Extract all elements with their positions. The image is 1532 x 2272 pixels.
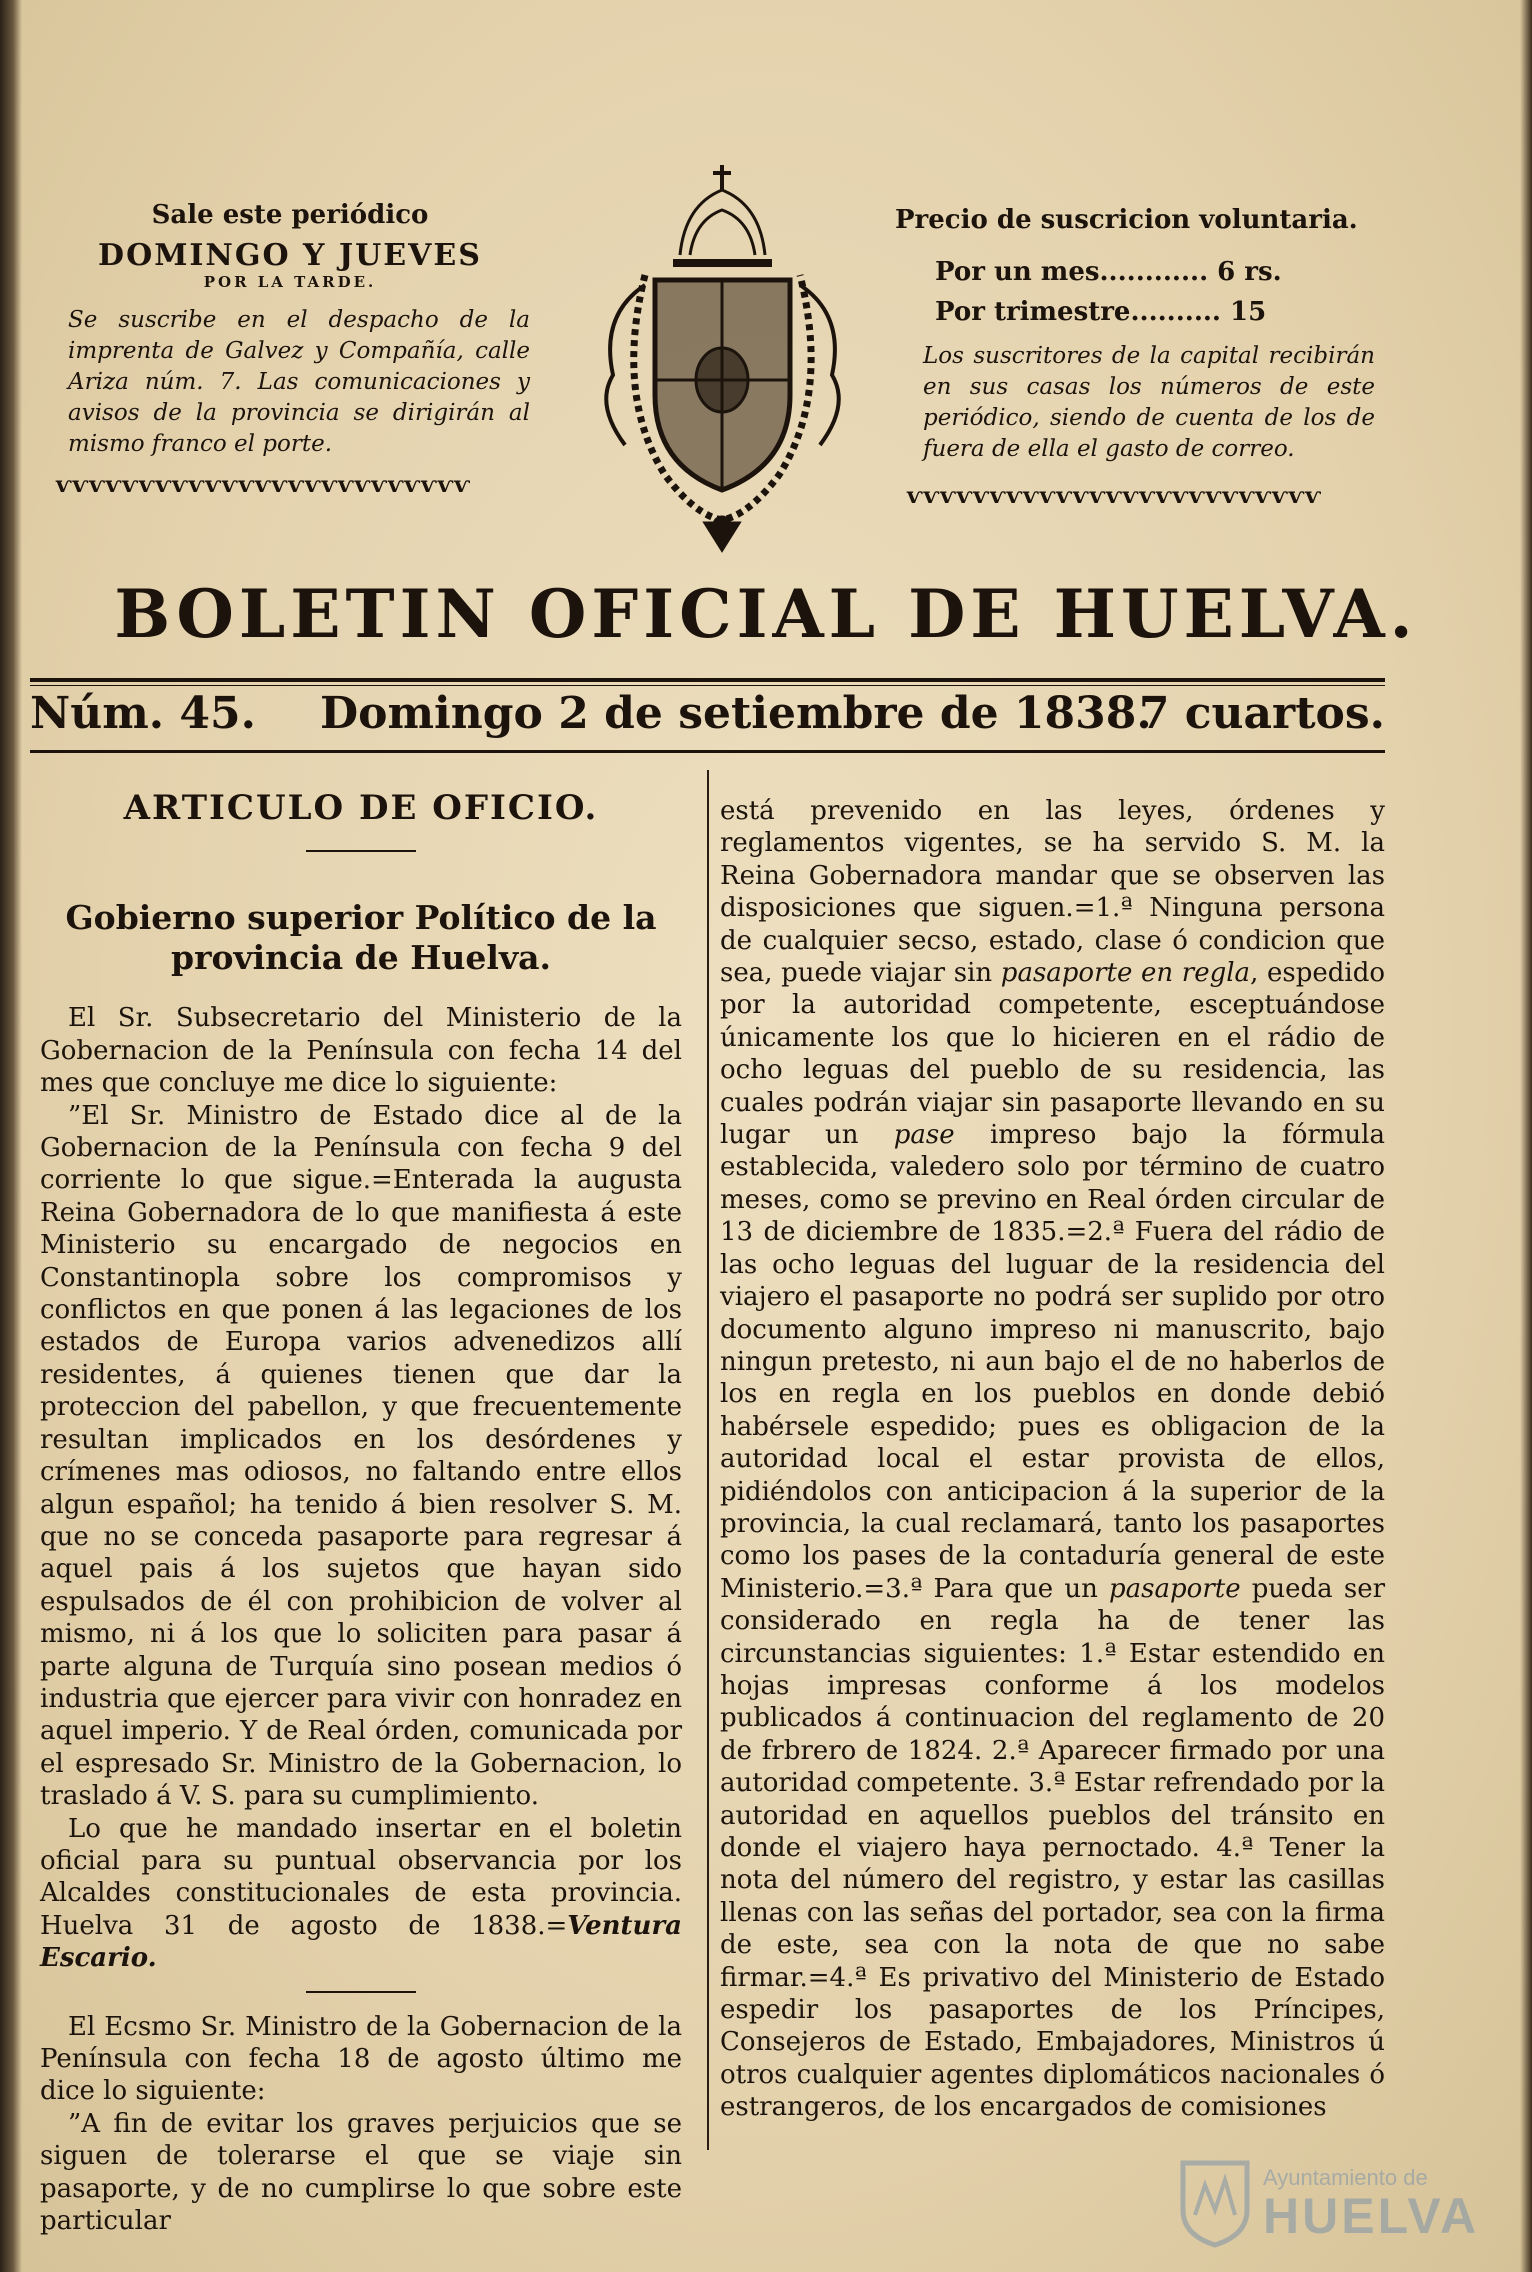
left-column <box>40 780 682 2237</box>
schedule-time: POR LA TARDE. <box>203 273 377 291</box>
signature: Ventura Escario. <box>40 1910 682 1974</box>
archive-watermark <box>1175 2155 1515 2250</box>
paragraph-5: ”A fin de evitar los graves perjuicios que se siguen de tolerarse el que se viaje sin pasaporte, y de no cumplirse lo que sobre este particular <box>40 2108 682 2237</box>
paragraph-3-text: Lo que he mandado insertar en el boletin oficial para su puntual observancia por los Alcaldes constitucionales de esta provincia. Huelva 31 de agosto de 1838.= <box>40 1813 682 1941</box>
masthead-rule-thin <box>30 685 1385 686</box>
masthead-rule <box>30 678 1385 682</box>
article-separator <box>306 1991 416 1993</box>
schedule-line-1: Sale este periódico <box>151 200 429 230</box>
page-edge-shadow <box>0 0 22 2272</box>
masthead-title: BOLETIN OFICIAL DE HUELVA. <box>114 575 1418 653</box>
paragraph-1: El Sr. Subsecretario del Ministerio de la Gobernacion de la Península con fecha 14 del mes que concluye me dice lo siguiente: <box>40 1003 682 1099</box>
issue-number: Núm. 45. <box>30 688 256 739</box>
article-subtitle: Gobierno superior Político de la provincia de Huelva. <box>65 898 657 978</box>
section-title: ARTICULO DE OFICIO. <box>123 788 599 828</box>
city-shield-icon <box>1175 2155 1255 2250</box>
subscription-price-box <box>895 205 1375 509</box>
issue-price: 7 cuartos. <box>1138 688 1385 739</box>
right-italic-2: pase <box>893 1120 955 1151</box>
watermark-line-1: Ayuntamiento de <box>1263 2165 1428 2190</box>
right-text-3: impreso bajo la fórmula establecida, valedero solo por término de cuatro meses, como se previno en Real órden circular de 13 de diciembre de 1835.=2.ª Fuera del rádio de las ocho leguas del luguar de la residencia del viajero el pasaporte no podrá ser suplido por otro documento alguno impreso ni manuscrito, bajo ningun pretesto, ni aun bajo el de no haberlos de los en regla en los pueblos en donde debió habérsele espedido; pues es obligacion de la autoridad local el estar provista de ellos, pidiéndolos con anticipacion á la superior de la provincia, la cual reclamará, tanto los pasaportes como los pases de la contaduría general de este Ministerio.=3.ª Para que un <box>720 1120 1385 1604</box>
schedule-days: DOMINGO Y JUEVES <box>98 238 482 273</box>
royal-coat-of-arms-icon <box>585 145 860 555</box>
subscriber-note: Los suscritores de la capital recibirán en sus casas los números de este periódico, siendo de cuenta de los de fuera de ella el gasto de correo. <box>923 343 1375 462</box>
right-text-1: está prevenido en las leyes, órdenes y reglamentos vigentes, se ha servido S. M. la Reina Gobernadora mandar que se observen las disposiciones que siguen.=1.ª Ninguna persona de cualquier secso, estado, clase ó condicion que sea, puede viajar sin <box>720 796 1385 989</box>
publication-schedule-box <box>50 200 530 498</box>
right-text-2: , espedido por la autoridad competente, esceptuándose únicamente los que lo hicieren en el rádio de ocho leguas del pueblo de su residencia, las cuales podrán viajar sin pasaporte llevando en su lugar un <box>720 958 1385 1151</box>
column-divider <box>707 770 709 2150</box>
price-month: Por un mes............ 6 rs. <box>935 257 1282 287</box>
price-quarter: Por trimestre.......... 15 <box>935 297 1267 327</box>
paragraph-4: El Ecsmo Sr. Ministro de la Gobernacion de la Península con fecha 18 de agosto último me dice lo siguiente: <box>40 2011 682 2107</box>
ornament-border-left: ⱱⱱⱱⱱⱱⱱⱱⱱⱱⱱⱱⱱⱱⱱⱱⱱⱱⱱⱱⱱⱱⱱⱱⱱⱱ <box>56 472 471 498</box>
right-italic-3: pasaporte <box>1109 1573 1241 1604</box>
watermark-line-2: HUELVA <box>1263 2188 1480 2244</box>
price-heading: Precio de suscricion voluntaria. <box>895 205 1358 235</box>
right-text-4: pueda ser considerado en regla ha de tener las circunstancias siguientes: 1.ª Estar estendido en hojas impresas conforme á los modelos publicados á continuacion del reglamento de 20 de frbrero de 1824. 2.ª Aparecer firmado por una autoridad competente. 3.ª Estar refrendado por la autoridad en aquellos pueblos del tránsito en donde el viajero haya pernoctado. 4.ª Tener la nota del número del registro, y estar las casillas llenas con las señas del portador, sea con la firma de este, sea con la nota de que no sabe firmar.=4.ª Es privativo del Ministerio de Estado espedir los pasaportes de los Príncipes, Consejeros de Estado, Embajadores, Ministros ú otros cualquier agentes diplomáticos nacionales ó estrangeros, de los encargados de comisiones <box>720 1573 1386 2123</box>
issue-date: Domingo 2 de setiembre de 1838. <box>320 688 1152 739</box>
subscription-info: Se suscribe en el despacho de la imprenta de Galvez y Compañía, calle Ariza núm. 7. Las comunicaciones y avisos de la provincia se dirigirán al mismo franco el porte. <box>68 307 530 457</box>
issue-line <box>30 688 1385 746</box>
issue-rule <box>30 750 1385 753</box>
right-paragraph <box>720 795 1385 2124</box>
ornament-border-right: ⱱⱱⱱⱱⱱⱱⱱⱱⱱⱱⱱⱱⱱⱱⱱⱱⱱⱱⱱⱱⱱⱱⱱⱱⱱ <box>907 483 1322 509</box>
section-rule <box>306 850 416 852</box>
right-italic-1: pasaporte en regla <box>1000 958 1251 989</box>
page-edge-shadow-right <box>1520 0 1532 2272</box>
right-column <box>720 795 1385 2124</box>
paragraph-3 <box>40 1813 682 1975</box>
paragraph-2: ”El Sr. Ministro de Estado dice al de la Gobernacion de la Península con fecha 9 del corriente lo que sigue.=Enterada la augusta Reina Gobernadora de lo que manifiesta á este Ministerio su encargado de negocios en Constantinopla sobre los compromisos y conflictos en que ponen á las legaciones de los estados de Europa varios advenedizos allí residentes, á quienes tienen que dar la proteccion del pabellon, y que frecuentemente resultan implicados en los desórdenes y crímenes mas odiosos, no faltando entre ellos algun español; ha tenido á bien resolver S. M. que no se conceda pasaporte para regresar á aquel pais á los sujetos que hayan sido espulsados de él con prohibicion de volver al mismo, ni á los que lo soliciten para pasar á parte alguna de Turquía sino posean medios ó industria que ejercer para vivir con honradez en aquel imperio. Y de Real órden, comunicada por el espresado Sr. Ministro de la Gobernacion, lo traslado á V. S. para su cumplimiento. <box>40 1100 682 1812</box>
